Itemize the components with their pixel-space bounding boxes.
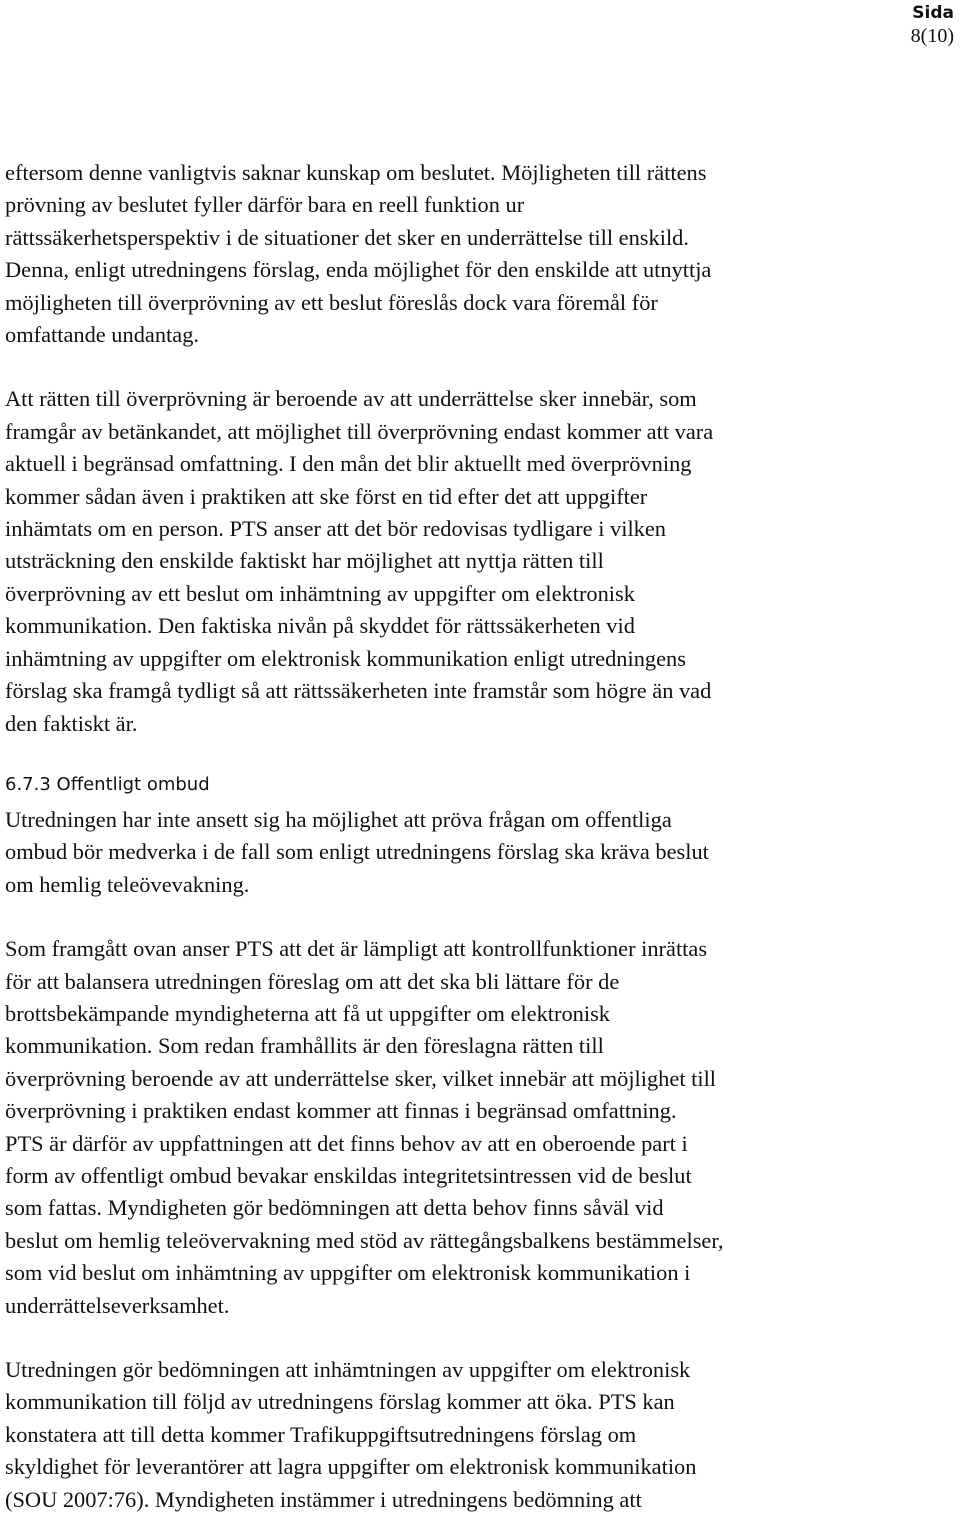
- text-line: rättssäkerhetsperspektiv i de situationer det sker en underrättelse till enskild.: [5, 224, 689, 250]
- text-line: Utredningen gör bedömningen att inhämtningen av uppgifter om elektronisk: [5, 1357, 691, 1382]
- paragraph: [5, 933, 895, 1322]
- text-line: underrättelseverksamhet.: [5, 1292, 230, 1318]
- paragraph: [5, 157, 895, 351]
- text-line: eftersom denne vanligtvis saknar kunskap om beslutet. Möjligheten till rättens: [5, 160, 707, 185]
- text-line: förslag ska framgå tydligt så att rättssäkerheten inte framstår som högre än vad: [5, 678, 712, 704]
- text-line: omfattande undantag.: [5, 322, 199, 348]
- paragraph: [5, 804, 895, 901]
- text-line: PTS är därför av uppfattningen att det finns behov av att en oberoende part i: [5, 1130, 688, 1156]
- text-line: (SOU 2007:76). Myndigheten instämmer i utredningens bedömning att: [5, 1486, 642, 1512]
- page-number: 8(10): [910, 25, 954, 47]
- text-line: överprövning i praktiken endast kommer att finnas i begränsad omfattning.: [5, 1098, 677, 1124]
- text-line: prövning av beslutet fyller därför bara en reell funktion ur: [5, 192, 525, 218]
- text-line: inhämtats om en person. PTS anser att det bör redovisas tydligare i vilken: [5, 516, 667, 542]
- text-line: konstatera att till detta kommer Trafikuppgiftsutredningens förslag om: [5, 1421, 637, 1447]
- text-line: framgår av betänkandet, att möjlighet till överprövning endast kommer att vara: [5, 418, 714, 444]
- text-line: form av offentligt ombud bevakar enskildas integritetsintressen vid de beslut: [5, 1162, 692, 1188]
- text-line: Att rätten till överprövning är beroende av att underrättelse sker innebär, som: [5, 386, 697, 412]
- text-line: för att balansera utredningen föreslag om att det ska bli lättare för de: [5, 968, 620, 994]
- text-line: överprövning av ett beslut om inhämtning av uppgifter om elektronisk: [5, 580, 635, 606]
- text-line: skyldighet för leverantörer att lagra uppgifter om elektronisk kommunikation: [5, 1454, 697, 1480]
- page-header: [911, 2, 954, 48]
- text-line: beslut om hemlig teleövervakning med stöd av rättegångsbalkens bestämmelser,: [5, 1227, 724, 1253]
- text-line: aktuell i begränsad omfattning. I den mån det blir aktuellt med överprövning: [5, 451, 692, 477]
- document-body: [5, 157, 895, 1516]
- text-line: kommunikation till följd av utredningens förslag kommer att öka. PTS kan: [5, 1389, 675, 1415]
- text-line: som vid beslut om inhämtning av uppgifter om elektronisk kommunikation i: [5, 1260, 691, 1286]
- text-line: utsträckning den enskilde faktiskt har möjlighet att nyttja rätten till: [5, 548, 604, 574]
- text-line: Utredningen har inte ansett sig ha möjlighet att pröva frågan om offentliga: [5, 806, 672, 832]
- text-line: möjligheten till överprövning av ett beslut föreslås dock vara föremål för: [5, 289, 658, 315]
- text-line: ombud bör medverka i de fall som enligt utredningens förslag ska kräva beslut: [5, 839, 709, 865]
- text-line: Som framgått ovan anser PTS att det är lämpligt att kontrollfunktioner inrättas: [5, 936, 708, 962]
- text-line: Denna, enligt utredningens förslag, enda möjlighet för den enskilde att utnyttja: [5, 257, 712, 283]
- text-line: kommunikation. Den faktiska nivån på skyddet för rättssäkerheten vid: [5, 613, 635, 639]
- text-line: som fattas. Myndigheten gör bedömningen att detta behov finns såväl vid: [5, 1195, 664, 1221]
- page-label: Sida: [912, 3, 954, 23]
- text-line: om hemlig teleövevakning.: [5, 871, 250, 897]
- text-line: den faktiskt är.: [5, 710, 138, 736]
- paragraph: [5, 383, 895, 739]
- text-line: kommer sådan även i praktiken att ske först en tid efter det att uppgifter: [5, 483, 648, 509]
- text-line: överprövning beroende av att underrättelse sker, vilket innebär att möjlighet till: [5, 1065, 717, 1091]
- text-line: inhämtning av uppgifter om elektronisk kommunikation enligt utredningens: [5, 645, 686, 671]
- section-heading: 6.7.3 Offentligt ombud: [5, 773, 210, 795]
- text-line: kommunikation. Som redan framhållits är den föreslagna rätten till: [5, 1033, 604, 1059]
- paragraph: [5, 1354, 895, 1516]
- text-line: brottsbekämpande myndigheterna att få ut uppgifter om elektronisk: [5, 1000, 610, 1026]
